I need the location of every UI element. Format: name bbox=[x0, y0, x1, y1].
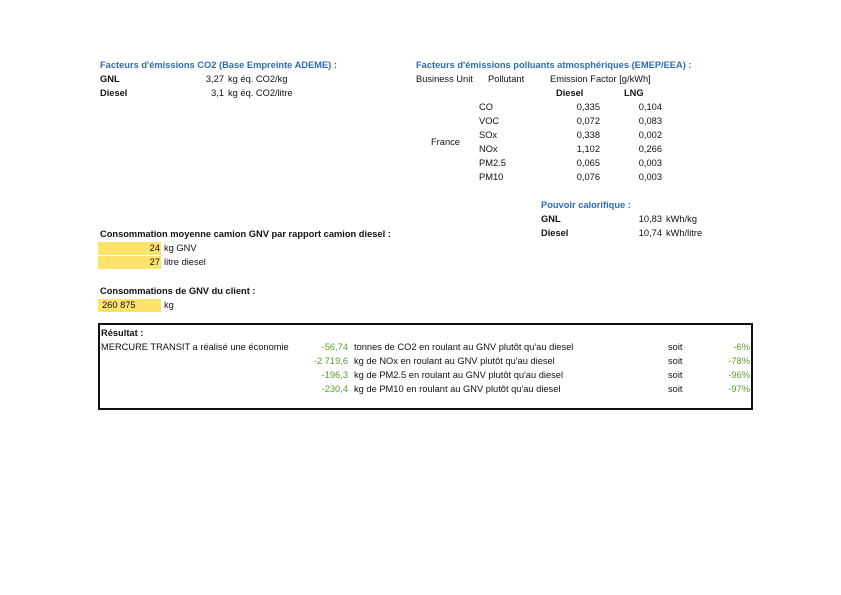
pollutant-lng-value: 0,003 bbox=[638, 158, 662, 168]
pollutant-name: VOC bbox=[479, 116, 500, 126]
pollutant-name: CO bbox=[479, 102, 493, 112]
pollutant-factors-title: Facteurs d'émissions polluants atmosphériques (EMEP/EEA) : bbox=[416, 60, 692, 70]
pollutant-name: PM10 bbox=[479, 172, 504, 182]
pollutant-diesel-value: 0,335 bbox=[576, 102, 600, 112]
pollutant-name: SOx bbox=[479, 130, 498, 140]
pollutant-name: NOx bbox=[479, 144, 498, 154]
pollutant-lng-value: 0,104 bbox=[638, 102, 662, 112]
pollutant-diesel-value: 0,076 bbox=[576, 172, 600, 182]
calorific-fuel-diesel: Diesel bbox=[541, 228, 569, 238]
pollutant-lng-value: 0,083 bbox=[638, 116, 662, 126]
co2-value-diesel: 3,1 bbox=[211, 88, 224, 98]
consumption-title: Consommation moyenne camion GNV par rapport camion diesel : bbox=[100, 229, 391, 239]
co2-fuel-gnl: GNL bbox=[100, 74, 120, 84]
co2-value-gnl: 3,27 bbox=[205, 74, 224, 84]
header-business-unit: Business Unit bbox=[416, 74, 473, 84]
consumption-unit-diesel: litre diesel bbox=[164, 257, 206, 267]
result-text: kg de PM10 en roulant au GNV plutôt qu'au diesel bbox=[354, 384, 561, 394]
pollutant-diesel-value: 0,065 bbox=[576, 158, 600, 168]
pollutant-lng-value: 0,266 bbox=[638, 144, 662, 154]
consumption-unit-gnv: kg GNV bbox=[164, 243, 197, 253]
result-intro: MERCURE TRANSIT a réalisé une économie bbox=[101, 342, 289, 352]
result-soit: soit bbox=[668, 342, 683, 352]
calorific-value-gnl: 10,83 bbox=[638, 214, 662, 224]
calorific-value-diesel: 10,74 bbox=[638, 228, 662, 238]
business-unit-france: France bbox=[431, 137, 460, 147]
pollutant-diesel-value: 0,338 bbox=[576, 130, 600, 140]
result-percent: -6% bbox=[733, 342, 750, 352]
header-lng: LNG bbox=[624, 88, 644, 98]
result-percent: -97% bbox=[728, 384, 750, 394]
consumption-value-gnv: 24 bbox=[149, 243, 160, 253]
calorific-fuel-gnl: GNL bbox=[541, 214, 561, 224]
result-title: Résultat : bbox=[101, 328, 144, 338]
pollutant-lng-value: 0,003 bbox=[638, 172, 662, 182]
result-percent: -78% bbox=[728, 356, 750, 366]
client-consumption-title: Consommations de GNV du client : bbox=[100, 286, 256, 296]
header-emission-factor: Emission Factor [g/kWh] bbox=[550, 74, 651, 84]
pollutant-lng-value: 0,002 bbox=[638, 130, 662, 140]
result-value: -56,74 bbox=[321, 342, 348, 352]
result-soit: soit bbox=[668, 384, 683, 394]
pollutant-diesel-value: 0,072 bbox=[576, 116, 600, 126]
calorific-unit-gnl: kWh/kg bbox=[666, 214, 697, 224]
result-text: kg de NOx en roulant au GNV plutôt qu'au diesel bbox=[354, 356, 555, 366]
co2-factors-title: Facteurs d'émissions CO2 (Base Empreinte ADEME) : bbox=[100, 60, 337, 70]
pollutant-diesel-value: 1,102 bbox=[576, 144, 600, 154]
co2-fuel-diesel: Diesel bbox=[100, 88, 128, 98]
client-consumption-value: 260 875 bbox=[102, 300, 136, 310]
result-value: -196,3 bbox=[321, 370, 348, 380]
result-percent: -96% bbox=[728, 370, 750, 380]
calorific-unit-diesel: kWh/litre bbox=[666, 228, 703, 238]
header-pollutant: Pollutant bbox=[488, 74, 525, 84]
pollutant-name: PM2.5 bbox=[479, 158, 506, 168]
result-value: -2 719,6 bbox=[313, 356, 348, 366]
result-text: kg de PM2.5 en roulant au GNV plutôt qu'au diesel bbox=[354, 370, 564, 380]
result-soit: soit bbox=[668, 370, 683, 380]
calorific-title: Pouvoir calorifique : bbox=[541, 200, 631, 210]
result-value: -230,4 bbox=[321, 384, 348, 394]
client-consumption-unit: kg bbox=[164, 300, 174, 310]
consumption-value-diesel: 27 bbox=[149, 257, 160, 267]
co2-unit-gnl: kg éq. CO2/kg bbox=[228, 74, 288, 84]
result-text: tonnes de CO2 en roulant au GNV plutôt qu'au diesel bbox=[354, 342, 574, 352]
header-diesel: Diesel bbox=[556, 88, 584, 98]
co2-unit-diesel: kg éq. CO2/litre bbox=[228, 88, 293, 98]
result-soit: soit bbox=[668, 356, 683, 366]
